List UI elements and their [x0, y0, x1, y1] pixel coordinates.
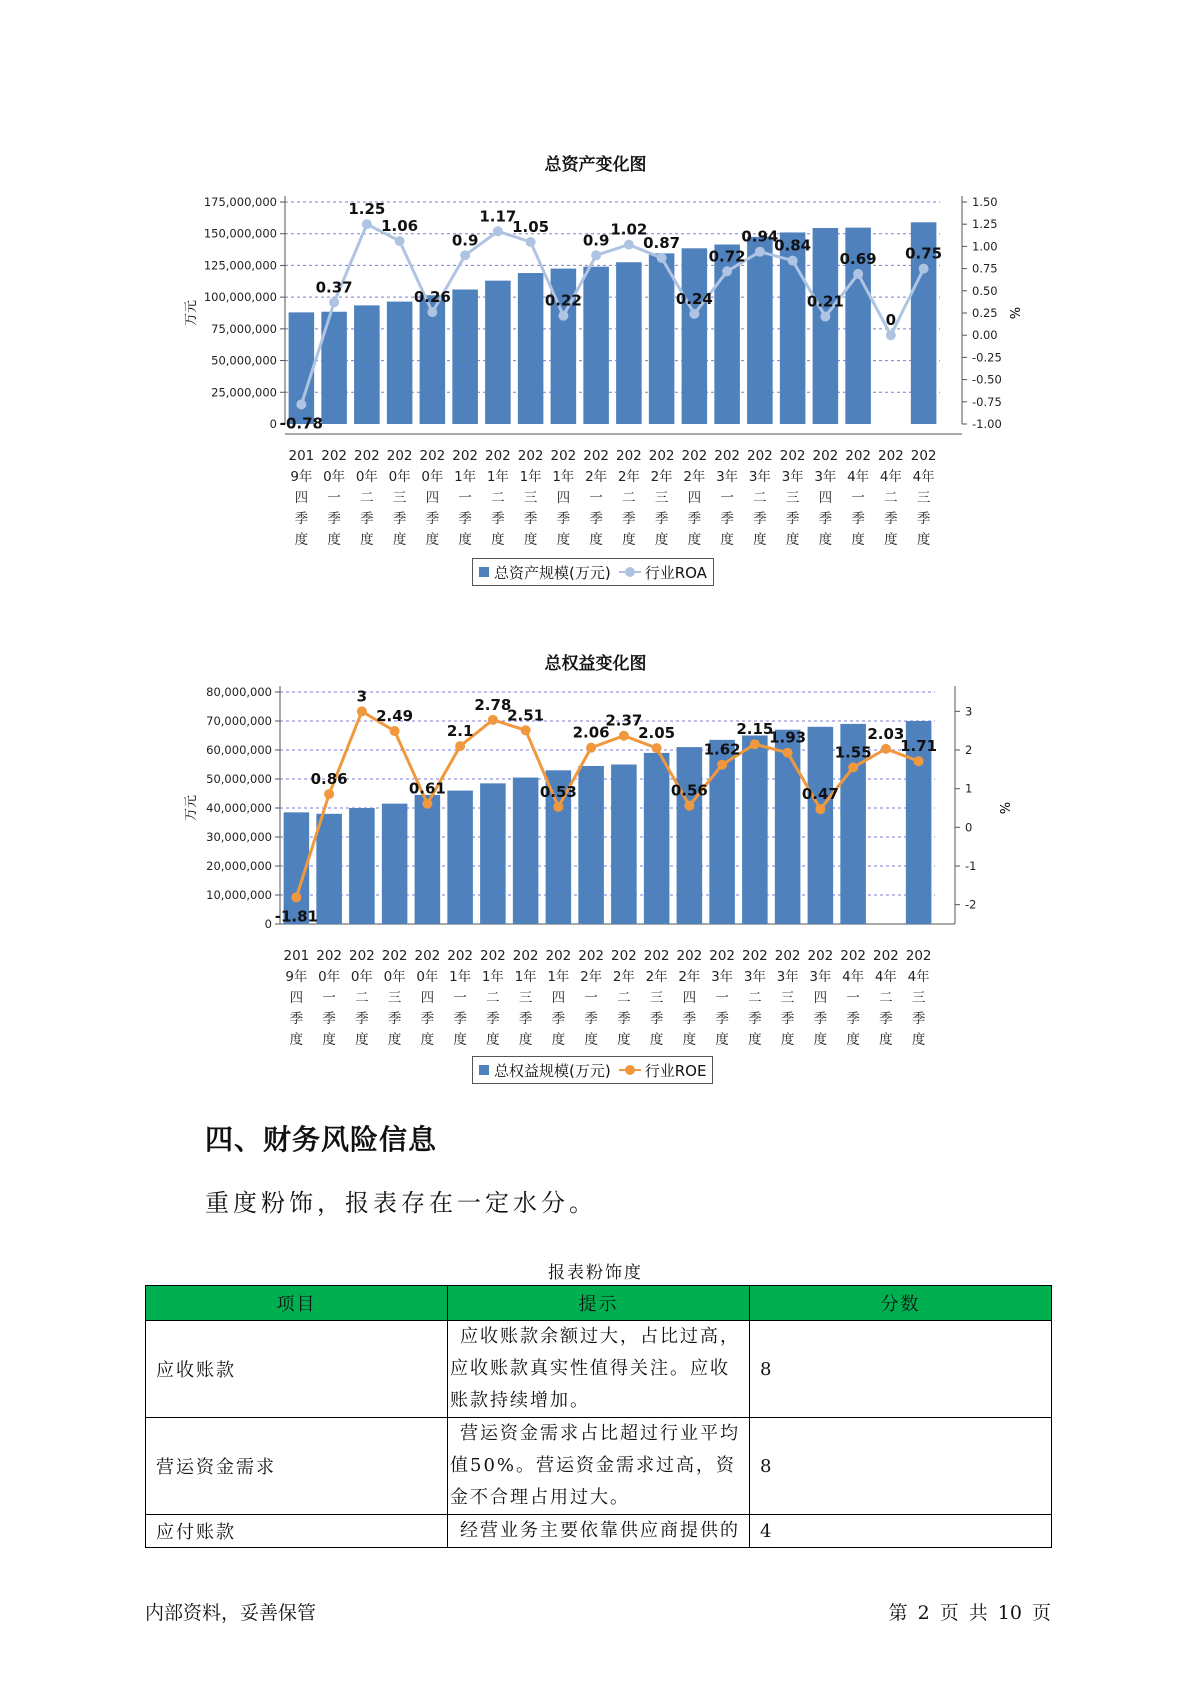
- bar: [742, 736, 768, 925]
- risk-table: [145, 1285, 1052, 1548]
- y2-tick-label: -0.50: [972, 372, 1002, 387]
- bar: [349, 808, 375, 924]
- x-tick-label: 202 4年二季度: [877, 448, 904, 548]
- cell-tip: 营运资金需求占比超过行业平均值50%。营运资金需求过高，资金不合理占用过大。: [448, 1418, 750, 1515]
- x-tick-label: 202 3年二季度: [741, 948, 768, 1048]
- table-row: [146, 1515, 1052, 1548]
- x-tick-label: 201 9年四季度: [288, 448, 315, 548]
- x-tick-label: 202 2年四季度: [681, 448, 708, 548]
- line-point: [455, 741, 465, 751]
- x-tick-label: 202 1年四季度: [545, 948, 572, 1048]
- line-point: [422, 799, 432, 809]
- risk-summary: 重度粉饰，报表存在一定水分。: [205, 1189, 597, 1217]
- y2-tick-label: -1.00: [972, 417, 1002, 431]
- x-tick-label: 202 0年四季度: [414, 948, 441, 1048]
- y2-tick-label: 0.50: [972, 283, 998, 298]
- line-point: [586, 743, 596, 753]
- data-label: 0: [885, 311, 897, 330]
- y-tick-label: 100,000,000: [203, 290, 277, 305]
- table-row: [146, 1321, 1052, 1418]
- line-point: [684, 801, 694, 811]
- data-label: 1.25: [348, 200, 386, 219]
- bar: [578, 766, 604, 924]
- table-header-row: [146, 1286, 1052, 1321]
- data-label: 0.87: [643, 233, 681, 252]
- x-tick-label: 202 0年二季度: [348, 948, 375, 1048]
- x-tick-label: 202 1年四季度: [550, 448, 577, 548]
- line-point: [652, 743, 662, 753]
- bar: [611, 765, 637, 925]
- x-tick-label: 202 1年一季度: [447, 948, 474, 1048]
- footer-page-number: 第 2 页 共 10 页: [888, 1602, 1051, 1624]
- x-tick-label: 202 3年二季度: [746, 448, 773, 548]
- line-point: [750, 739, 760, 749]
- chart-title: 总权益变化图: [544, 654, 647, 674]
- y-tick-label: 0: [269, 417, 277, 431]
- line-point: [717, 760, 727, 770]
- y2-tick-label: 0.25: [972, 306, 998, 320]
- cell-tip: 经营业务主要依靠供应商提供的: [448, 1515, 750, 1548]
- line-point: [521, 725, 531, 735]
- cell-score: 8: [750, 1321, 1052, 1418]
- footer-confidential: 内部资料，妥善保管: [145, 1602, 317, 1624]
- legend-bar-label: 总权益规模(万元): [494, 1061, 611, 1080]
- bar: [808, 727, 834, 924]
- data-label: 1.55: [834, 743, 872, 762]
- chart-title: 总资产变化图: [544, 155, 647, 175]
- legend-bar-label: 总资产规模(万元): [494, 563, 611, 582]
- y-tick-label: 125,000,000: [203, 258, 277, 273]
- line-point: [848, 762, 858, 772]
- y2-tick-label: -1: [965, 859, 977, 873]
- data-label: 0.53: [539, 782, 577, 801]
- header-item: 项目: [146, 1286, 448, 1321]
- bar: [415, 795, 441, 924]
- data-label: 0.84: [774, 236, 812, 255]
- x-tick-label: 202 0年一季度: [316, 948, 343, 1048]
- data-label: 0.9: [582, 231, 610, 250]
- x-tick-label: 202 4年一季度: [840, 948, 867, 1048]
- bar: [480, 783, 506, 924]
- data-label: -1.81: [274, 907, 318, 926]
- legend-line-label: 行业ROA: [644, 563, 707, 582]
- data-label: 2.06: [572, 723, 610, 742]
- x-tick-label: 202 2年一季度: [578, 948, 605, 1048]
- x-tick-label: 202 4年二季度: [872, 948, 899, 1048]
- data-label: 0.26: [413, 288, 451, 307]
- x-tick-label: 202 1年一季度: [452, 448, 479, 548]
- y-axis-title: 万元: [184, 794, 199, 822]
- y-axis-title: 万元: [184, 299, 199, 327]
- bar: [513, 778, 539, 924]
- y2-tick-label: 0.00: [972, 328, 998, 343]
- y2-axis-title: %: [996, 801, 1011, 815]
- data-label: 0.56: [670, 781, 708, 800]
- data-label: 2.49: [376, 707, 414, 726]
- y-tick-label: 20,000,000: [206, 859, 272, 873]
- line-point: [357, 706, 367, 716]
- y-tick-label: 25,000,000: [211, 385, 277, 400]
- data-label: 2.05: [638, 724, 676, 743]
- cell-item: 应付账款: [146, 1515, 448, 1548]
- cell-item: 应收账款: [146, 1321, 448, 1418]
- y2-tick-label: 1.50: [972, 195, 998, 209]
- x-tick-label: 202 4年一季度: [845, 448, 872, 548]
- x-tick-label: 202 4年三季度: [910, 448, 937, 548]
- bar: [677, 747, 703, 924]
- y-tick-label: 80,000,000: [206, 685, 272, 699]
- x-tick-label: 202 2年四季度: [676, 948, 703, 1048]
- data-label: 0.61: [408, 779, 446, 798]
- legend-line-label: 行业ROE: [644, 1061, 707, 1080]
- y-tick-label: 175,000,000: [203, 195, 277, 209]
- bar: [447, 791, 473, 924]
- y-tick-label: 50,000,000: [211, 353, 277, 368]
- line-point: [291, 892, 301, 902]
- data-label: 1.62: [703, 740, 741, 759]
- bar: [382, 804, 408, 924]
- bar: [775, 730, 801, 924]
- data-label: 2.1: [446, 722, 474, 741]
- line-point: [881, 744, 891, 754]
- cell-tip: 应收账款余额过大，占比过高，应收账款真实性值得关注。应收账款持续增加。: [448, 1321, 750, 1418]
- x-tick-label: 202 3年一季度: [714, 448, 741, 548]
- section-heading: 四、财务风险信息: [205, 1123, 438, 1156]
- x-tick-label: 202 0年三季度: [386, 448, 413, 548]
- legend-line-swatch: [619, 1065, 641, 1075]
- x-tick-label: 202 2年三季度: [648, 448, 675, 548]
- y2-tick-label: -0.25: [972, 350, 1002, 365]
- x-tick-label: 202 1年二季度: [484, 448, 511, 548]
- x-tick-label: 202 1年二季度: [479, 948, 506, 1048]
- y2-axis-title: %: [1006, 306, 1021, 320]
- x-tick-label: 202 2年一季度: [583, 448, 610, 548]
- y2-tick-label: -2: [965, 897, 977, 912]
- data-label: 3: [356, 687, 368, 706]
- y-tick-label: 150,000,000: [203, 226, 277, 241]
- legend-bar-swatch: [479, 1065, 489, 1075]
- data-label: 0.47: [801, 785, 839, 804]
- data-label: 0.22: [544, 291, 582, 310]
- line-point: [619, 731, 629, 741]
- x-tick-label: 202 0年一季度: [321, 448, 348, 548]
- bar: [644, 753, 670, 924]
- table-caption: 报表粉饰度: [548, 1263, 643, 1283]
- line-point: [488, 715, 498, 725]
- cell-score: 4: [750, 1515, 1052, 1548]
- data-label: 1.06: [381, 217, 419, 236]
- y-tick-label: 40,000,000: [206, 801, 272, 815]
- data-label: 1.05: [512, 217, 550, 236]
- header-tip: 提示: [448, 1286, 750, 1321]
- line-point: [324, 789, 334, 799]
- data-label: 2.37: [605, 711, 643, 730]
- data-label: 0.24: [675, 289, 713, 308]
- data-label: 1.17: [479, 207, 517, 226]
- y-tick-label: 50,000,000: [206, 772, 272, 786]
- data-label: 0.72: [708, 247, 746, 266]
- data-label: 1.93: [769, 728, 807, 747]
- x-tick-label: 202 3年三季度: [774, 948, 801, 1048]
- line-point: [390, 726, 400, 736]
- x-tick-label: 202 0年二季度: [353, 448, 380, 548]
- y2-tick-label: -0.75: [972, 394, 1002, 409]
- y-tick-label: 75,000,000: [211, 321, 277, 336]
- x-tick-label: 202 3年三季度: [779, 448, 806, 548]
- x-tick-label: 202 1年三季度: [517, 448, 544, 548]
- x-tick-label: 202 2年二季度: [610, 948, 637, 1048]
- y2-tick-label: 1.25: [972, 217, 998, 232]
- y-tick-label: 60,000,000: [206, 743, 272, 757]
- y2-tick-label: 0: [965, 820, 973, 835]
- y2-tick-label: 0.75: [972, 261, 998, 276]
- x-tick-label: 202 2年二季度: [615, 448, 642, 548]
- cell-score: 8: [750, 1418, 1052, 1515]
- x-tick-label: 201 9年四季度: [283, 948, 310, 1048]
- line-point: [783, 748, 793, 758]
- x-tick-label: 202 0年四季度: [419, 448, 446, 548]
- x-tick-label: 202 3年一季度: [709, 948, 736, 1048]
- line-point: [553, 802, 563, 812]
- data-label: 2.15: [736, 720, 774, 739]
- y-tick-label: 70,000,000: [206, 714, 272, 728]
- data-label: 2.03: [867, 724, 905, 743]
- table-row: [146, 1418, 1052, 1515]
- data-label: 1.71: [900, 737, 938, 756]
- x-tick-label: 202 0年三季度: [381, 948, 408, 1048]
- data-label: 2.78: [474, 695, 512, 714]
- data-label: 0.86: [310, 770, 348, 789]
- bar: [316, 814, 342, 924]
- data-label: -0.78: [279, 414, 323, 433]
- data-label: 0.69: [839, 249, 877, 268]
- x-tick-label: 202 1年三季度: [512, 948, 539, 1048]
- y-tick-label: 10,000,000: [206, 888, 272, 902]
- header-score: 分数: [750, 1286, 1052, 1321]
- y2-tick-label: 1.00: [972, 239, 998, 254]
- data-label: 0.94: [741, 227, 779, 246]
- x-tick-label: 202 2年三季度: [643, 948, 670, 1048]
- line-point: [815, 804, 825, 814]
- chart-legend: [472, 1056, 713, 1084]
- data-label: 0.75: [905, 244, 943, 263]
- data-label: 0.9: [451, 231, 479, 250]
- x-tick-label: 202 3年四季度: [807, 948, 834, 1048]
- x-tick-label: 202 3年四季度: [812, 448, 839, 548]
- data-label: 1.02: [610, 220, 648, 239]
- y2-tick-label: 1: [965, 781, 973, 796]
- data-label: 2.51: [507, 706, 545, 725]
- y2-tick-label: 2: [965, 743, 973, 757]
- data-label: 0.21: [806, 292, 844, 311]
- data-label: 0.37: [315, 278, 353, 297]
- y-tick-label: 0: [264, 917, 272, 931]
- y-tick-label: 30,000,000: [206, 830, 272, 844]
- x-tick-label: 202 4年三季度: [905, 948, 932, 1048]
- line-point: [914, 756, 924, 766]
- y2-tick-label: 3: [965, 704, 973, 719]
- cell-item: 营运资金需求: [146, 1418, 448, 1515]
